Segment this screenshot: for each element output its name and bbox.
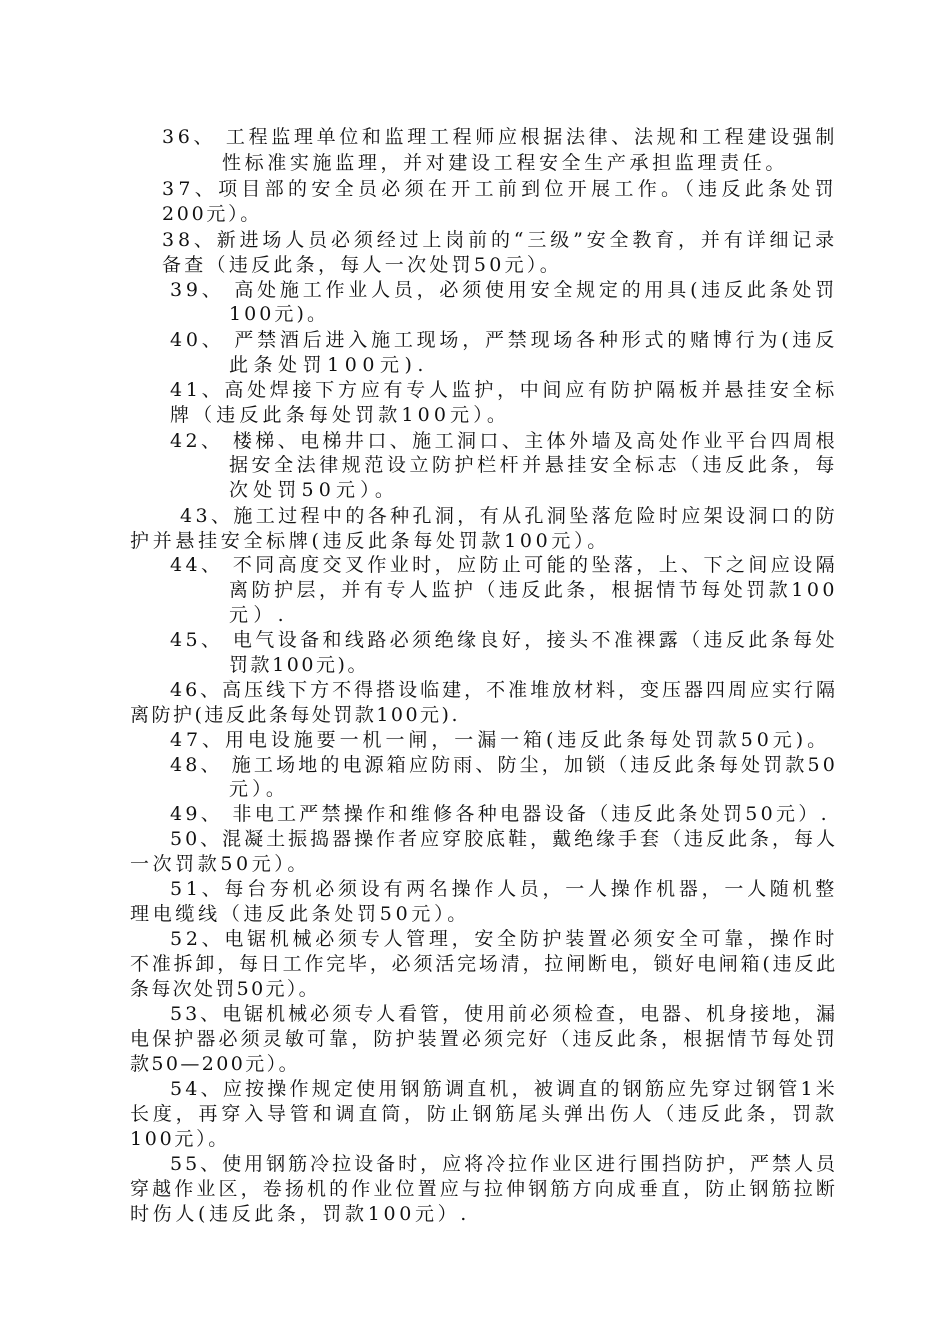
rule-line: 42、 楼梯、电梯井口、施工洞口、主体外墙及高处作业平台四周根 (170, 430, 838, 452)
rule-line: 46、高压线下方不得搭设临建，不准堆放材料，变压器四周应实行隔 (170, 679, 838, 701)
rule-line: 39、 高处施工作业人员，必须使用安全规定的用具(违反此条处罚 (170, 279, 838, 301)
rule-line: 37、项目部的安全员必须在开工前到位开展工作。（违反此条处罚 (162, 178, 838, 200)
rule-line: 据安全法律规范设立防护栏杆并悬挂安全标志（违反此条，每 (229, 454, 838, 476)
rule-line: 36、 工程监理单位和监理工程师应根据法律、法规和工程建设强制 (162, 126, 838, 148)
rule-line: 44、 不同高度交叉作业时，应防止可能的坠落，上、下之间应设隔 (170, 554, 838, 576)
rule-line: 47、用电设施要一机一闸，一漏一箱(违反此条每处罚款50元)。 (170, 729, 830, 751)
rule-line: 元）。 (229, 778, 289, 800)
rule-line: 41、高处焊接下方应有专人监护，中间应有防护隔板并悬挂安全标 (170, 379, 838, 401)
rule-line: 理电缆线（违反此条处罚50元）。 (130, 903, 470, 925)
rule-line: 牌（违反此条每处罚款100元）。 (170, 404, 510, 426)
rule-line: 备查（违反此条，每人一次处罚50元）。 (162, 254, 562, 276)
rule-line: 离防护(违反此条每处罚款100元). (130, 704, 460, 726)
rule-line: 性标准实施监理，并对建设工程安全生产承担监理责任。 (222, 152, 788, 174)
rule-line: 穿越作业区，卷扬机的作业位置应与拉伸钢筋方向成垂直，防止钢筋拉断 (130, 1178, 838, 1200)
rule-line: 时伤人(违反此条，罚款100元）. (130, 1203, 470, 1225)
rule-line: 43、施工过程中的各种孔洞，有从孔洞坠落危险时应架设洞口的防 (180, 505, 838, 527)
rule-line: 条每次处罚50元）。 (130, 978, 320, 1000)
rule-line: 离防护层，并有专人监护（违反此条，根据情节每处罚款100 (229, 579, 838, 601)
rule-line: 不准拆卸，每日工作完毕，必须活完场清，拉闸断电，锁好电闸箱(违反此 (130, 953, 838, 975)
rule-line: 一次罚款50元）。 (130, 853, 310, 875)
rule-line: 38、新进场人员必须经过上岗前的“三级”安全教育，并有详细记录 (162, 229, 838, 251)
rule-line: 护并悬挂安全标牌(违反此条每处罚款100元）。 (130, 530, 610, 552)
rule-line: 40、 严禁酒后进入施工现场，严禁现场各种形式的赌博行为(违反 (170, 329, 838, 351)
rule-line: 此条处罚100元). (229, 354, 429, 376)
rule-line: 次处罚50元）。 (229, 479, 399, 501)
rule-line: 55、使用钢筋冷拉设备时，应将冷拉作业区进行围挡防护，严禁人员 (170, 1153, 838, 1175)
rule-line: 100元)。 (229, 303, 329, 325)
rule-line: 元）. (229, 604, 289, 626)
rule-line: 长度，再穿入导管和调直筒，防止钢筋尾头弹出伤人（违反此条，罚款 (130, 1103, 838, 1125)
rule-line: 48、 施工场地的电源箱应防雨、防尘，加锁（违反此条每处罚款50 (170, 754, 838, 776)
rule-line: 52、电锯机械必须专人管理，安全防护装置必须安全可靠，操作时 (170, 928, 838, 950)
rule-line: 100元）。 (130, 1128, 230, 1150)
rule-line: 款50—200元）。 (130, 1053, 300, 1075)
rule-line: 49、 非电工严禁操作和维修各种电器设备（违反此条处罚50元）. (170, 803, 830, 825)
rule-line: 电保护器必须灵敏可靠，防护装置必须完好（违反此条，根据情节每处罚 (130, 1028, 838, 1050)
rule-line: 200元）。 (162, 203, 262, 225)
rule-line: 罚款100元)。 (229, 654, 369, 676)
rule-line: 45、 电气设备和线路必须绝缘良好，接头不准裸露（违反此条每处 (170, 629, 838, 651)
rule-line: 54、应按操作规定使用钢筋调直机，被调直的钢筋应先穿过钢管1米 (170, 1078, 838, 1100)
rule-line: 50、混凝土振捣器操作者应穿胶底鞋，戴绝缘手套（违反此条，每人 (170, 828, 838, 850)
rule-line: 53、电锯机械必须专人看管，使用前必须检查，电器、机身接地，漏 (170, 1003, 838, 1025)
rule-line: 51、每台夯机必须设有两名操作人员，一人操作机器，一人随机整 (170, 878, 838, 900)
